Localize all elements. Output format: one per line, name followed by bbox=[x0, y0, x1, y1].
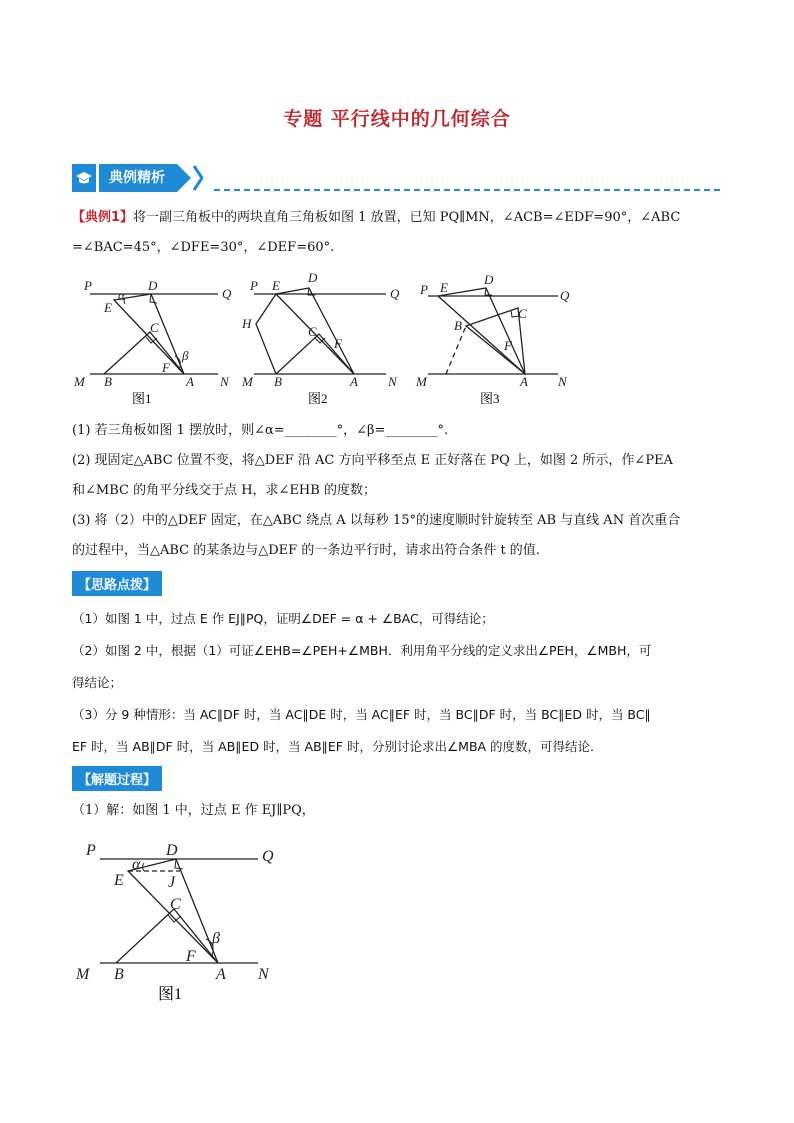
fig3-label: M bbox=[416, 374, 427, 389]
fig3-label: B bbox=[454, 318, 462, 333]
fig2-caption: 图2 bbox=[308, 391, 328, 406]
hint-line-3: 得结论； bbox=[72, 675, 123, 690]
big-fig-label: N bbox=[258, 966, 269, 983]
big-fig-label: C bbox=[170, 896, 181, 913]
big-fig-label: D bbox=[166, 842, 178, 859]
solution-tag: 【解题过程】 bbox=[72, 766, 162, 791]
fig1-label: N bbox=[220, 374, 229, 389]
fig1-label: F bbox=[162, 360, 170, 375]
fig1-label: D bbox=[148, 278, 158, 293]
question-3-line-1: (3) 将（2）中的△DEF 固定，在△ABC 绕点 A 以每秒 15°的速度顺时针旋转至 AB 与直线 AN 首次重合 bbox=[72, 513, 681, 528]
big-fig-label: α bbox=[132, 856, 141, 873]
page-title: 专题 平行线中的几何综合 bbox=[283, 108, 511, 130]
fig2-label: A bbox=[350, 374, 358, 389]
fig1-label: M bbox=[74, 374, 85, 389]
hint-tag: 【思路点拨】 bbox=[72, 571, 162, 596]
big-fig-label: F bbox=[186, 948, 196, 965]
solution-line-1: （1）解：如图 1 中，过点 E 作 EJ∥PQ， bbox=[72, 803, 315, 818]
big-fig-label: A bbox=[216, 966, 226, 983]
fig2-label: N bbox=[388, 374, 397, 389]
fig1-label: P bbox=[84, 278, 92, 293]
big-fig-label: β bbox=[212, 930, 220, 947]
fig3-label: D bbox=[484, 272, 494, 287]
fig3-label: A bbox=[520, 374, 528, 389]
banner-label: 典例精析 bbox=[99, 164, 177, 192]
example-tag: 【典例1】 bbox=[72, 210, 134, 225]
hint-line-1: （1）如图 1 中，过点 E 作 EJ∥PQ，证明∠DEF = α + ∠BAC，可得结论； bbox=[72, 611, 494, 626]
banner-divider bbox=[214, 189, 720, 191]
fig3-label: P bbox=[420, 282, 428, 297]
hint-line-4: （3）分 9 种情形：当 AC∥DF 时，当 AC∥DE 时，当 AC∥EF 时，当 BC∥DF 时，当 BC∥ED 时，当 BC∥ bbox=[72, 707, 651, 722]
question-3-line-2: 的过程中，当△ABC 的某条边与△DEF 的一条边平行时，请求出符合条件 t 的值. bbox=[72, 543, 540, 558]
question-2-line-2: 和∠MBC 的角平分线交于点 H，求∠EHB 的度数； bbox=[72, 483, 376, 498]
figure-3 bbox=[408, 272, 578, 412]
fig3-label: F bbox=[504, 338, 512, 353]
hint-line-5: EF 时，当 AB∥DF 时，当 AB∥ED 时，当 AB∥EF 时，分别讨论求出∠MBA 的度数，可得结论. bbox=[72, 739, 595, 754]
fig1-label: α bbox=[118, 288, 125, 303]
fig1-label: C bbox=[150, 320, 159, 335]
big-fig-label: P bbox=[86, 842, 96, 859]
hint-text bbox=[72, 603, 722, 763]
fig1-label: B bbox=[104, 374, 112, 389]
graduation-cap-icon bbox=[72, 164, 96, 192]
question-1: (1) 若三角板如图 1 摆放时，则∠α=________°，∠β=________°. bbox=[72, 423, 449, 438]
fig2-label: E bbox=[272, 278, 280, 293]
fig1-caption: 图1 bbox=[132, 391, 152, 406]
fig1-label: A bbox=[186, 374, 194, 389]
fig2-label: C bbox=[308, 324, 317, 339]
fig3-caption: 图3 bbox=[480, 391, 500, 406]
big-fig-label: M bbox=[76, 966, 90, 983]
hint-line-2: （2）如图 2 中，根据（1）可证∠EHB=∠PEH+∠MBH．利用角平分线的定义求出∠PEH，∠MBH，可 bbox=[72, 643, 652, 658]
big-figure-1 bbox=[72, 835, 292, 1010]
big-fig-label: E bbox=[114, 872, 124, 889]
fig3-label: Q bbox=[560, 288, 570, 303]
fig2-label: Q bbox=[390, 286, 400, 301]
fig1-label: Q bbox=[222, 286, 232, 301]
fig2-label: B bbox=[274, 374, 282, 389]
fig3-label: C bbox=[518, 306, 527, 321]
fig2-label: H bbox=[242, 316, 252, 331]
chevron-right-icon bbox=[193, 164, 203, 192]
fig1-label: β bbox=[182, 348, 189, 363]
fig3-label: E bbox=[440, 280, 448, 295]
fig3-label: N bbox=[558, 374, 567, 389]
example-line-2: =∠BAC=45°，∠DFE=30°，∠DEF=60°. bbox=[72, 240, 335, 255]
big-fig-label: B bbox=[114, 966, 124, 983]
big-fig-label: Q bbox=[262, 848, 274, 865]
big-fig-caption: 图1 bbox=[158, 986, 183, 1003]
figure-2 bbox=[236, 272, 406, 412]
fig1-label: E bbox=[104, 300, 112, 315]
question-2-line-1: (2) 现固定△ABC 位置不变，将△DEF 沿 AC 方向平移至点 E 正好落在 PQ 上，如图 2 所示，作∠PEA bbox=[72, 453, 673, 468]
section-banner bbox=[72, 164, 203, 192]
big-fig-label: J bbox=[168, 874, 176, 891]
fig2-label: D bbox=[308, 272, 318, 285]
example-line-1: 将一副三角板中的两块直角三角板如图 1 放置，已知 PQ∥MN，∠ACB=∠EDF=90°，∠ABC bbox=[133, 210, 681, 225]
example-text bbox=[72, 203, 722, 263]
fig2-label: P bbox=[250, 278, 258, 293]
fig2-label: M bbox=[242, 374, 253, 389]
fig2-label: F bbox=[334, 336, 342, 351]
questions bbox=[72, 416, 722, 566]
figure-1 bbox=[72, 272, 242, 412]
